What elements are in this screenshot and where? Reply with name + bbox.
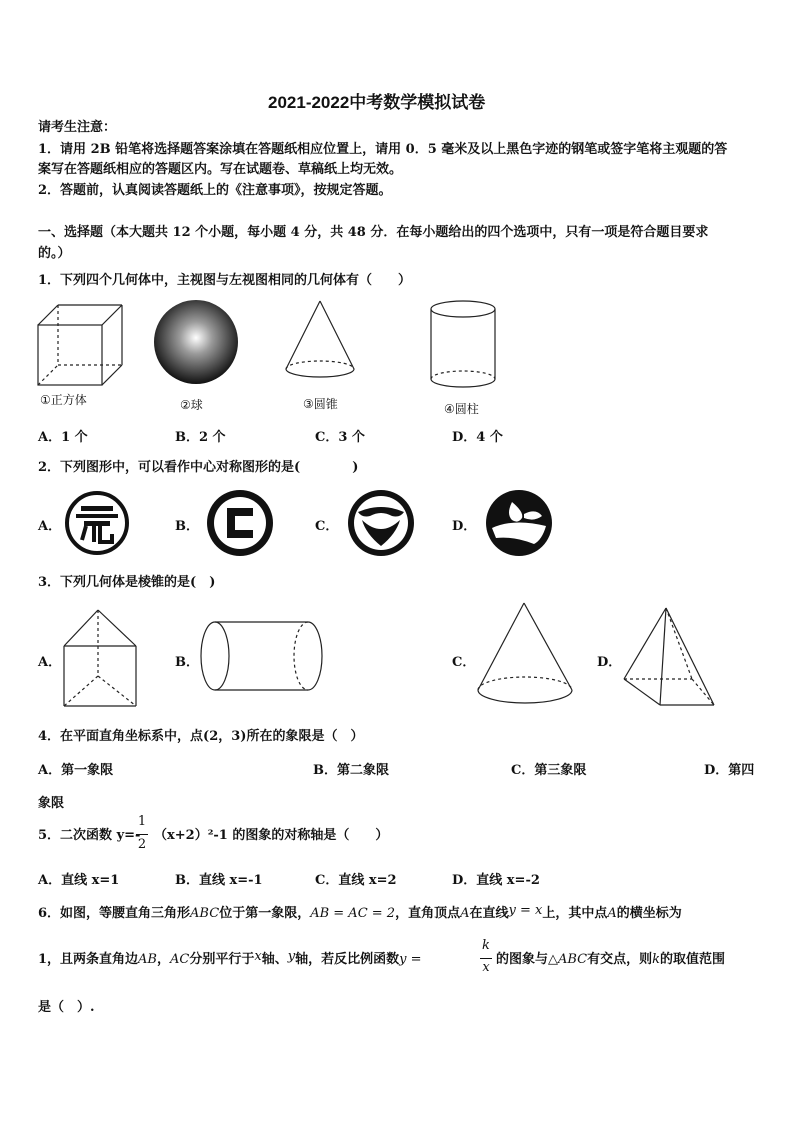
q5-fraction-bar	[136, 834, 148, 835]
q4-option-c: C．第三象限	[511, 763, 587, 778]
q4-stem: 4．在平面直角坐标系中，点(2，3)所在的象限是（ ）	[38, 729, 364, 744]
q4-option-d-wrap: 象限	[38, 796, 65, 811]
q2-option-d: D．	[452, 519, 477, 534]
page-title: 2021-2022中考数学模拟试卷	[268, 93, 486, 112]
q6-fraction-numerator: k	[482, 938, 490, 953]
q2-logo-d	[484, 488, 554, 558]
q3-stem: 3．下列几何体是棱锥的是( )	[38, 575, 216, 590]
q3-option-d: D．	[597, 655, 622, 670]
q2-option-c: C．	[315, 519, 339, 534]
q2-logo-a	[64, 490, 130, 556]
q3-option-c: C．	[452, 655, 476, 670]
q1-option-b: B．2 个	[175, 430, 226, 445]
q5-option-a: A．直线 x=1	[38, 873, 120, 888]
q5-fraction-numerator: 1	[137, 814, 147, 829]
q3-figure-b	[198, 620, 328, 694]
cone-figure	[286, 301, 354, 377]
q1-label-cone: ③圆锥	[303, 397, 338, 411]
q5-stem-pre: 5．二次函数 y=-	[38, 828, 141, 843]
cylinder-figure	[431, 301, 495, 387]
notice-line-2: 2．答题前，认真阅读答题纸上的《注意事项》，按规定答题。	[38, 183, 392, 198]
q5-fraction-denominator: 2	[137, 837, 147, 852]
q6-fraction-denominator: x	[482, 960, 490, 975]
section-1-line-2: 的。）	[38, 246, 71, 261]
notice-line-1a: 1．请用 2B 铅笔将选择题答案涂填在答题纸相应位置上，请用 0．5 毫米及以上黑色字迹的钢笔或签字笔将主观题的答	[38, 142, 728, 157]
q4-option-b: B．第二象限	[313, 763, 389, 778]
q6-line-3: 是（ ）.	[38, 1000, 95, 1015]
q6-line-2-part-1: 1，且两条直角边AB，AC分别平行于x轴、y轴，若反比例函数y =	[38, 949, 422, 967]
q2-logo-b	[205, 488, 275, 558]
q1-label-cube: ①正方体	[40, 393, 87, 407]
q6-line-1: 6．如图，等腰直角三角形ABC位于第一象限，AB = AC = 2，直角顶点A在直线y = x上，其中点A的横坐标为	[38, 903, 682, 921]
q1-label-sphere: ②球	[180, 398, 203, 412]
q5-stem-post: （x+2）²-1 的图象的对称轴是（ ）	[154, 828, 389, 843]
q6-fraction-bar	[480, 958, 492, 959]
sphere-figure	[154, 300, 238, 384]
cube-figure	[38, 305, 122, 385]
q5-option-b: B．直线 x=-1	[175, 873, 263, 888]
section-1-line-1: 一、选择题（本大题共 12 个小题，每小题 4 分，共 48 分．在每小题给出的四个选项中，只有一项是符合题目要求	[38, 225, 709, 240]
q4-option-d: D．第四	[704, 763, 755, 778]
notice-line-1b: 案写在答题纸相应的答题区内。写在试题卷、草稿纸上均无效。	[38, 162, 403, 177]
q3-figure-a	[60, 606, 140, 710]
q3-option-a: A．	[38, 655, 62, 670]
q3-figure-d	[620, 605, 720, 710]
q6-line-2-part-2: 的图象与△ABC有交点，则k的取值范围	[496, 952, 726, 967]
q1-option-d: D．4 个	[452, 430, 503, 445]
q1-option-a: A．1 个	[38, 430, 88, 445]
q3-option-b: B．	[175, 655, 199, 670]
q1-label-cylinder: ④圆柱	[444, 402, 479, 416]
q2-stem: 2．下列图形中，可以看作中心对称图形的是( )	[38, 460, 359, 475]
q1-option-c: C．3 个	[315, 430, 365, 445]
q1-stem: 1．下列四个几何体中，主视图与左视图相同的几何体有（ ）	[38, 273, 412, 288]
q4-option-a: A．第一象限	[38, 763, 114, 778]
notice-heading: 请考生注意：	[38, 120, 117, 135]
q2-logo-c	[346, 488, 416, 558]
q2-option-b: B．	[175, 519, 199, 534]
q5-option-c: C．直线 x=2	[315, 873, 397, 888]
q3-figure-c	[474, 600, 578, 708]
q1-figure	[30, 295, 500, 415]
q5-option-d: D．直线 x=-2	[452, 873, 540, 888]
q2-option-a: A．	[38, 519, 62, 534]
